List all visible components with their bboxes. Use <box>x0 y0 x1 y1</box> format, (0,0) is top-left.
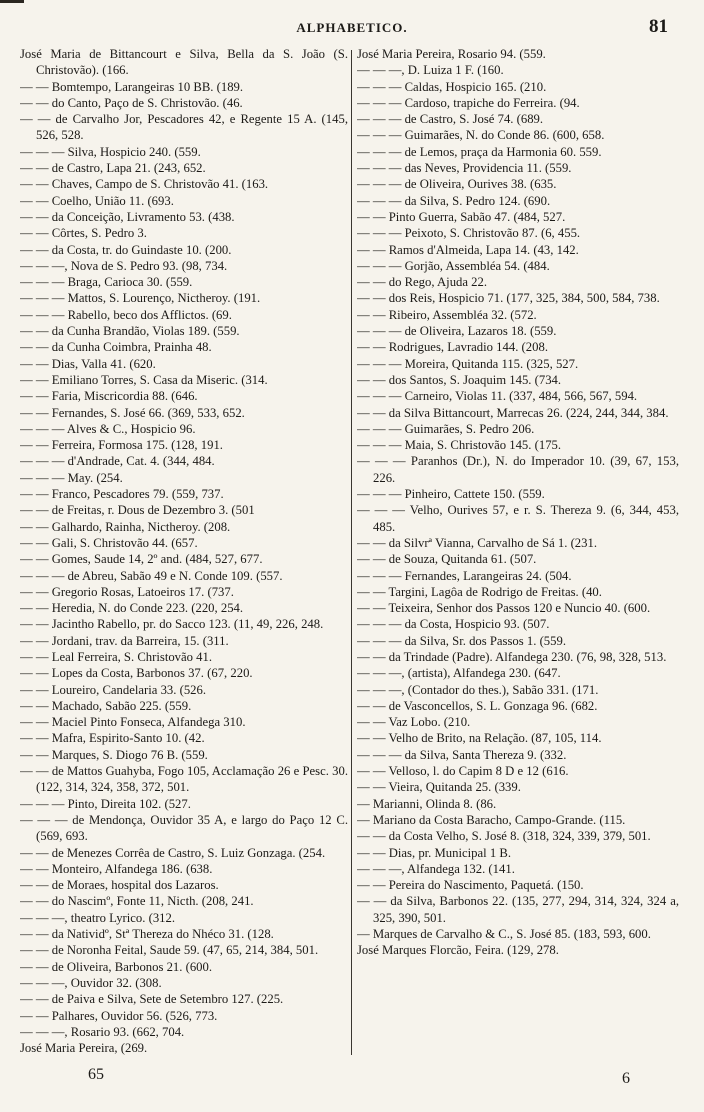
directory-entry: — — da Costa, tr. do Guindaste 10. (200. <box>20 242 232 257</box>
directory-entry: — — — d'Andrade, Cat. 4. (344, 484. <box>20 454 215 469</box>
directory-entry: — — Maciel Pinto Fonseca, Alfandega 310. <box>20 715 246 730</box>
running-title: ALPHABETICO. <box>296 20 408 35</box>
signature-mark-right: 6 <box>622 1070 630 1087</box>
directory-entry: — — Vieira, Quitanda 25. (339. <box>357 780 521 795</box>
directory-entry: — — — Pinto, Direita 102. (527. <box>20 796 191 811</box>
directory-entry: — — Velho de Brito, na Relação. (87, 105, 114. <box>357 731 602 746</box>
directory-entry: — — Jordani, trav. da Barreira, 15. (311. <box>20 633 229 648</box>
directory-entry: — — Fernandes, S. José 66. (369, 533, 652. <box>20 405 245 420</box>
left-column <box>20 46 348 1056</box>
directory-entry: — — do Nascimº, Fonte 11, Nicth. (208, 241. <box>20 894 254 909</box>
directory-entry: — — —, (Contador do thes.), Sabão 331. (171. <box>357 682 599 697</box>
directory-entry: — — — Paranhos (Dr.), N. do Imperador 10. (39, 67, 153, 226. <box>357 454 679 485</box>
directory-entry: — — — Peixoto, S. Christovão 87. (6, 455. <box>357 226 581 241</box>
directory-entry: — — Galhardo, Rainha, Nictheroy. (208. <box>20 519 231 534</box>
directory-entry: — — —, Alfandega 132. (141. <box>357 861 515 876</box>
directory-entry: — — Gregorio Rosas, Latoeiros 17. (737. <box>20 584 234 599</box>
directory-entry: — — — da Silva, S. Pedro 124. (690. <box>357 193 551 208</box>
directory-entry: — — Emiliano Torres, S. Casa da Miseric. (314. <box>20 372 268 387</box>
directory-entry: — — — de Oliveira, Ourives 38. (635. <box>357 177 557 192</box>
directory-entry: — — — Braga, Carioca 30. (559. <box>20 275 193 290</box>
directory-entry: — — de Noronha Feital, Saude 59. (47, 65, 214, 384, 501. <box>20 943 319 958</box>
directory-entry: — — Faria, Miscricordia 88. (646. <box>20 389 198 404</box>
directory-entry: — — Machado, Sabão 225. (559. <box>20 698 192 713</box>
directory-entry: — — Heredia, N. do Conde 223. (220, 254. <box>20 601 244 616</box>
directory-entry: — — — das Neves, Providencia 11. (559. <box>357 161 572 176</box>
directory-entry: — — — Mattos, S. Lourenço, Nictheroy. (191. <box>20 291 261 306</box>
directory-entry: — — da Costa Velho, S. José 8. (318, 324, 339, 379, 501. <box>357 829 651 844</box>
directory-entry: — — Palhares, Ouvidor 56. (526, 773. <box>20 1008 218 1023</box>
directory-entry: — — de Carvalho Jor, Pescadores 42, e Regente 15 A. (145, 526, 528. <box>20 112 348 143</box>
directory-entry: — — da Trindade (Padre). Alfandega 230. (76, 98, 328, 513. <box>357 649 667 664</box>
directory-entry: — — — Fernandes, Larangeiras 24. (504. <box>357 568 572 583</box>
directory-entry: — — — Gorjão, Assembléa 54. (484. <box>357 258 550 273</box>
directory-entry: — — — Carneiro, Violas 11. (337, 484, 566, 567, 594. <box>357 389 638 404</box>
directory-entry: — — de Oliveira, Barbonos 21. (600. <box>20 959 213 974</box>
directory-entry: — — Monteiro, Alfandega 186. (638. <box>20 861 213 876</box>
directory-entry: José Maria Pereira, Rosario 94. (559. <box>357 47 546 61</box>
directory-entry: — — da Natividº, Stª Thereza do Nhéco 31. (128. <box>20 927 274 942</box>
directory-entry: — Mariano da Costa Baracho, Campo-Grande. (115. <box>357 812 626 827</box>
column-divider <box>351 50 352 1055</box>
directory-entry: — — — Caldas, Hospicio 165. (210. <box>357 79 547 94</box>
signature-mark-left: 65 <box>88 1066 104 1083</box>
directory-entry: — — —, theatro Lyrico. (312. <box>20 910 176 925</box>
directory-entry: — — Pereira do Nascimento, Paquetá. (150. <box>357 878 584 893</box>
directory-entry: — — — da Silva, Sr. dos Passos 1. (559. <box>357 633 567 648</box>
directory-entry: — — de Paiva e Silva, Sete de Setembro 127. (225. <box>20 992 284 1007</box>
directory-entry: — Marques de Carvalho & C., S. José 85. (183, 593, 600. <box>357 927 651 942</box>
directory-entry: — — Mafra, Espirito-Santo 10. (42. <box>20 731 205 746</box>
directory-entry: — — Leal Ferreira, S. Christovão 41. <box>20 649 213 664</box>
directory-entry: — — Teixeira, Senhor dos Passos 120 e Nuncio 40. (600. <box>357 601 651 616</box>
directory-entry: — — — Silva, Hospicio 240. (559. <box>20 144 201 159</box>
directory-entry: — — —, D. Luiza 1 F. (160. <box>357 63 504 78</box>
directory-entry: — — Loureiro, Candelaria 33. (526. <box>20 682 207 697</box>
directory-entry: — — Franco, Pescadores 79. (559, 737. <box>20 487 224 502</box>
directory-entry: — — — de Abreu, Sabão 49 e N. Conde 109. (557. <box>20 568 283 583</box>
directory-entry: — — — de Lemos, praça da Harmonia 60. 559. <box>357 144 602 159</box>
directory-entry: — — da Silvrª Vianna, Carvalho de Sá 1. (231. <box>357 535 598 550</box>
directory-entry: — — de Moraes, hospital dos Lazaros. <box>20 878 219 893</box>
directory-entry: — — — Maia, S. Christovão 145. (175. <box>357 438 562 453</box>
directory-entry: — — — da Silva, Santa Thereza 9. (332. <box>357 747 567 762</box>
directory-entry: — — Dias, Valla 41. (620. <box>20 356 156 371</box>
directory-entry: — — de Menezes Corrêa de Castro, S. Luiz Gonzaga. (254. <box>20 845 326 860</box>
directory-entry: — — da Conceição, Livramento 53. (438. <box>20 209 235 224</box>
directory-entry: — — Dias, pr. Municipal 1 B. <box>357 845 512 860</box>
directory-entry: — — —, (artista), Alfandega 230. (647. <box>357 666 561 681</box>
directory-entry: — — — May. (254. <box>20 470 123 485</box>
directory-entry: — Marianni, Olinda 8. (86. <box>357 796 497 811</box>
directory-entry: — — do Rego, Ajuda 22. <box>357 275 488 290</box>
directory-entry: — — — Moreira, Quitanda 115. (325, 527. <box>357 356 579 371</box>
directory-entry: — — Bomtempo, Larangeiras 10 BB. (189. <box>20 79 244 94</box>
directory-entry: — — Ribeiro, Assembléa 32. (572. <box>357 307 537 322</box>
directory-entry: José Maria Pereira, (269. <box>20 1041 148 1056</box>
directory-entry: — — — de Mendonça, Ouvidor 35 A, e largo do Paço 12 C. (569, 693. <box>20 812 348 844</box>
directory-entry: — — — de Oliveira, Lazaros 18. (559. <box>357 324 557 339</box>
directory-entry: — — do Canto, Paço de S. Christovão. (46. <box>20 95 243 110</box>
directory-entry: — — —, Rosario 93. (662, 704. <box>20 1024 185 1039</box>
directory-entry: — — — Guimarães, N. do Conde 86. (600, 658. <box>357 128 605 143</box>
directory-entry: José Marques Florcão, Feira. (129, 278. <box>357 943 559 958</box>
directory-entry: — — dos Santos, S. Joaquim 145. (734. <box>357 372 562 387</box>
right-column <box>357 46 679 1056</box>
directory-entry: — — —, Ouvidor 32. (308. <box>20 975 162 990</box>
directory-entry: — — — Velho, Ourives 57, e r. S. Thereza 9. (6, 344, 453, 485. <box>357 503 679 534</box>
directory-entry: — — Chaves, Campo de S. Christovão 41. (163. <box>20 177 269 192</box>
directory-entry: — — de Souza, Quitanda 61. (507. <box>357 552 537 567</box>
directory-entry: — — da Cunha Coimbra, Prainha 48. <box>20 340 212 355</box>
directory-entry: — — da Cunha Brandão, Violas 189. (559. <box>20 324 240 339</box>
directory-entry: — — — de Castro, S. José 74. (689. <box>357 112 544 127</box>
directory-entry: — — Vaz Lobo. (210. <box>357 715 471 730</box>
directory-entry: — — — da Costa, Hospicio 93. (507. <box>357 617 550 632</box>
directory-entry: — — Jacintho Rabello, pr. do Sacco 123. (11, 49, 226, 248. <box>20 617 324 632</box>
directory-entry: — — —, Nova de S. Pedro 93. (98, 734. <box>20 258 228 273</box>
directory-entry: José Maria de Bittancourt e Silva, Bella da S. João (S. Christovão). (166. <box>20 47 348 78</box>
directory-entry: — — — Alves & C., Hospicio 96. <box>20 421 196 436</box>
directory-entry: — — — Rabello, beco dos Afflictos. (69. <box>20 307 232 322</box>
directory-entry: — — de Castro, Lapa 21. (243, 652. <box>20 161 206 176</box>
directory-entry: — — da Silva, Barbonos 22. (135, 277, 294, 314, 324, 324 a, 325, 390, 501. <box>357 894 679 925</box>
directory-entry: — — Gali, S. Christovão 44. (657. <box>20 535 198 550</box>
directory-entry: — — de Mattos Guahyba, Fogo 105, Acclamação 26 e Pesc. 30. (122, 314, 324, 358, 372, 501. <box>20 764 348 795</box>
directory-entry: — — Marques, S. Diogo 76 B. (559. <box>20 747 208 762</box>
directory-entry: — — Ferreira, Formosa 175. (128, 191. <box>20 438 223 453</box>
directory-entry: — — Targini, Lagôa de Rodrigo de Freitas. (40. <box>357 584 602 599</box>
directory-entry: — — — Pinheiro, Cattete 150. (559. <box>357 487 545 502</box>
directory-entry: — — da Silva Bittancourt, Marrecas 26. (224, 244, 344, 384. <box>357 405 669 420</box>
page-header <box>0 0 704 42</box>
directory-entry: — — de Freitas, r. Dous de Dezembro 3. (501 <box>20 503 255 518</box>
directory-entry: — — — Guimarães, S. Pedro 206. <box>357 421 535 436</box>
page-number: 81 <box>649 16 668 37</box>
directory-entry: — — Rodrigues, Lavradio 144. (208. <box>357 340 548 355</box>
directory-entry: — — de Vasconcellos, S. L. Gonzaga 96. (682. <box>357 698 598 713</box>
directory-entry: — — Lopes da Costa, Barbonos 37. (67, 220. <box>20 666 253 681</box>
directory-entry: — — — Cardoso, trapiche do Ferreira. (94. <box>357 95 580 110</box>
directory-entry: — — Pinto Guerra, Sabão 47. (484, 527. <box>357 209 566 224</box>
directory-entry: — — Coelho, União 11. (693. <box>20 193 174 208</box>
directory-entry: — — Gomes, Saude 14, 2º and. (484, 527, 677. <box>20 552 263 567</box>
directory-entry: — — Velloso, l. do Capim 8 D e 12 (616. <box>357 764 569 779</box>
directory-entry: — — Ramos d'Almeida, Lapa 14. (43, 142. <box>357 242 579 257</box>
directory-entry: — — Côrtes, S. Pedro 3. <box>20 226 147 241</box>
directory-entry: — — dos Reis, Hospicio 71. (177, 325, 384, 500, 584, 738. <box>357 291 660 306</box>
